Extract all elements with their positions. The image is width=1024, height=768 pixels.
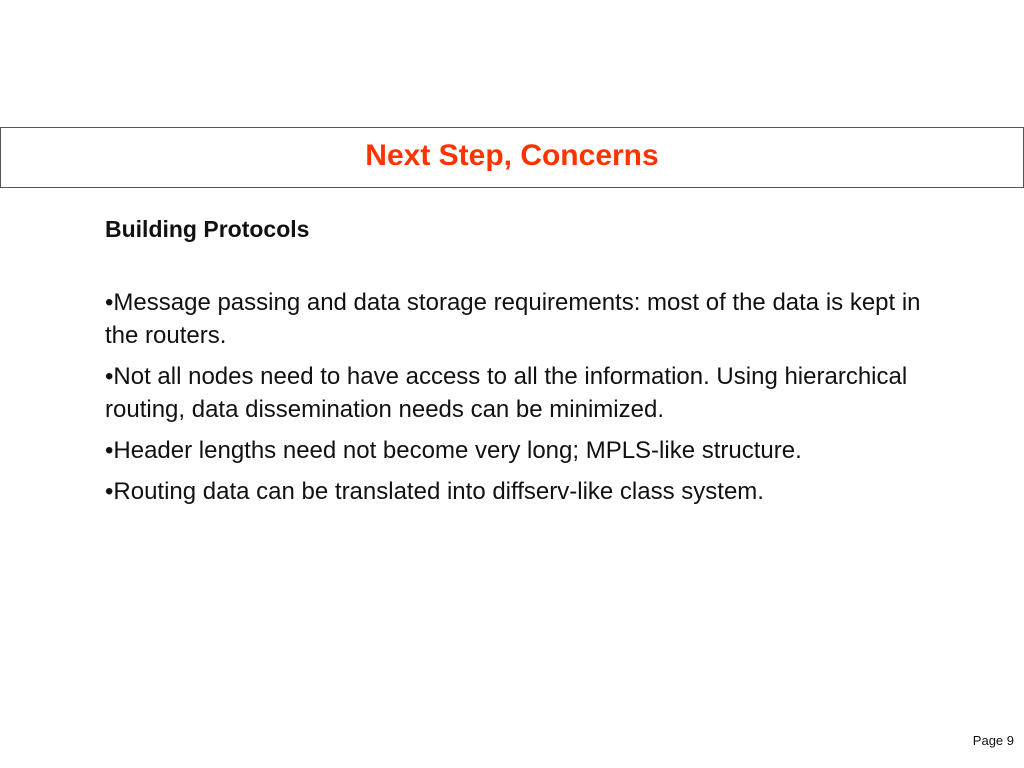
bullet-item: •Routing data can be translated into diffserv-like class system. bbox=[105, 478, 764, 505]
slide-title-box bbox=[0, 127, 1024, 188]
page-number: Page 9 bbox=[972, 733, 1014, 748]
slide-subtitle: Building Protocols bbox=[105, 216, 310, 242]
bullet-item: •Header lengths need not become very long; MPLS-like structure. bbox=[105, 437, 802, 464]
bullet-item: •Not all nodes need to have access to all the information. Using hierarchical routing, data dissemination needs can be minimized. bbox=[105, 363, 908, 423]
slide-content bbox=[105, 214, 945, 516]
bullet-list bbox=[105, 286, 945, 508]
slide-title: Next Step, Concerns bbox=[365, 138, 659, 172]
bullet-item: •Message passing and data storage requirements: most of the data is kept in the routers. bbox=[105, 289, 921, 349]
